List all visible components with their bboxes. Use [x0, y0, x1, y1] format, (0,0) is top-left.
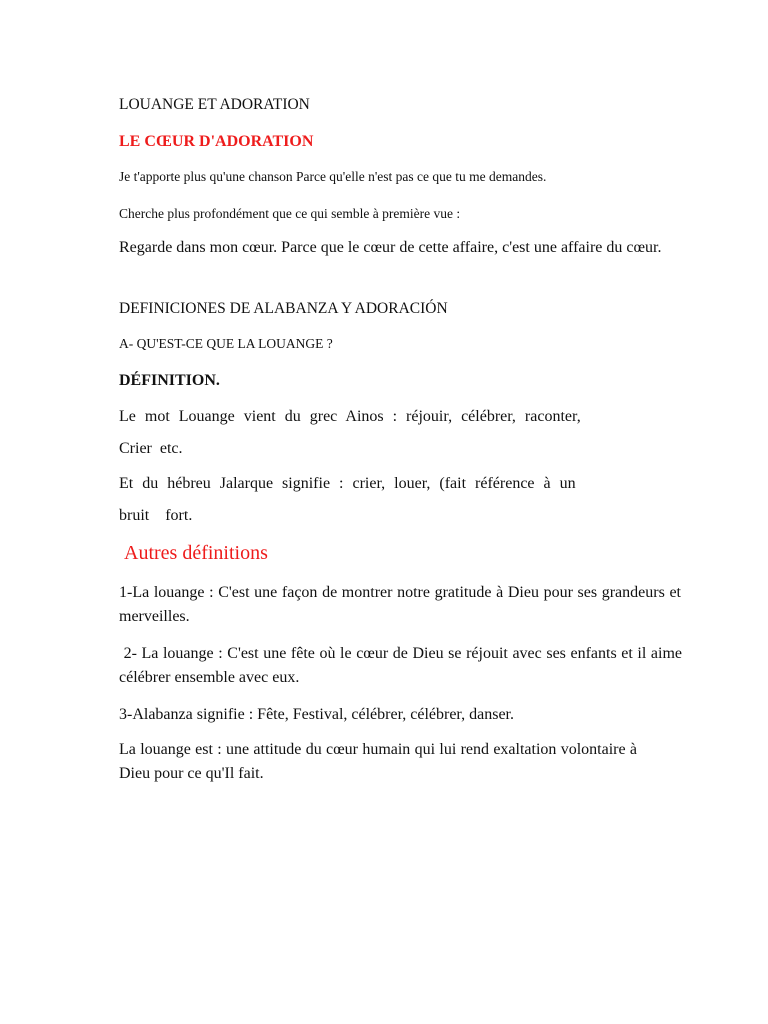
definition-item-1: 1-La louange : C'est une façon de montrer notre gratitude à Dieu pour ses grandeurs et merveilles.	[119, 584, 681, 625]
intro-line-3: Regarde dans mon cœur. Parce que le cœur de cette affaire, c'est une affaire du cœur.	[119, 239, 662, 256]
definition-line-3: Et du hébreu Jalarque signifie : crier, louer, (fait référence à un	[119, 475, 576, 492]
definition-line-4: bruit fort.	[119, 507, 193, 524]
autres-definitions-heading: Autres définitions	[124, 542, 268, 564]
document-subtitle: LE CŒUR D'ADORATION	[119, 133, 314, 150]
definition-heading: DÉFINITION.	[119, 372, 220, 389]
definition-item-2: 2- La louange : C'est une fête où le cœur de Dieu se réjouit avec ses enfants et il aime célébrer ensemble avec eux.	[119, 645, 686, 686]
definition-item-4: La louange est : une attitude du cœur humain qui lui rend exaltation volontaire à Dieu pour ce qu'Il fait.	[119, 741, 637, 782]
intro-line-1: Je t'apporte plus qu'une chanson Parce qu'elle n'est pas ce que tu me demandes.	[119, 169, 547, 184]
definition-line-2: Crier etc.	[119, 440, 183, 457]
question-heading: A- QU'EST-CE QUE LA LOUANGE ?	[119, 336, 333, 351]
definition-item-3: 3-Alabanza signifie : Fête, Festival, célébrer, célébrer, danser.	[119, 706, 514, 723]
definition-line-1: Le mot Louange vient du grec Ainos : réjouir, célébrer, raconter,	[119, 408, 581, 425]
document-title: LOUANGE ET ADORATION	[119, 96, 310, 113]
section-heading: DEFINICIONES DE ALABANZA Y ADORACIÓN	[119, 300, 448, 317]
intro-line-2: Cherche plus profondément que ce qui semble à première vue :	[119, 206, 461, 221]
